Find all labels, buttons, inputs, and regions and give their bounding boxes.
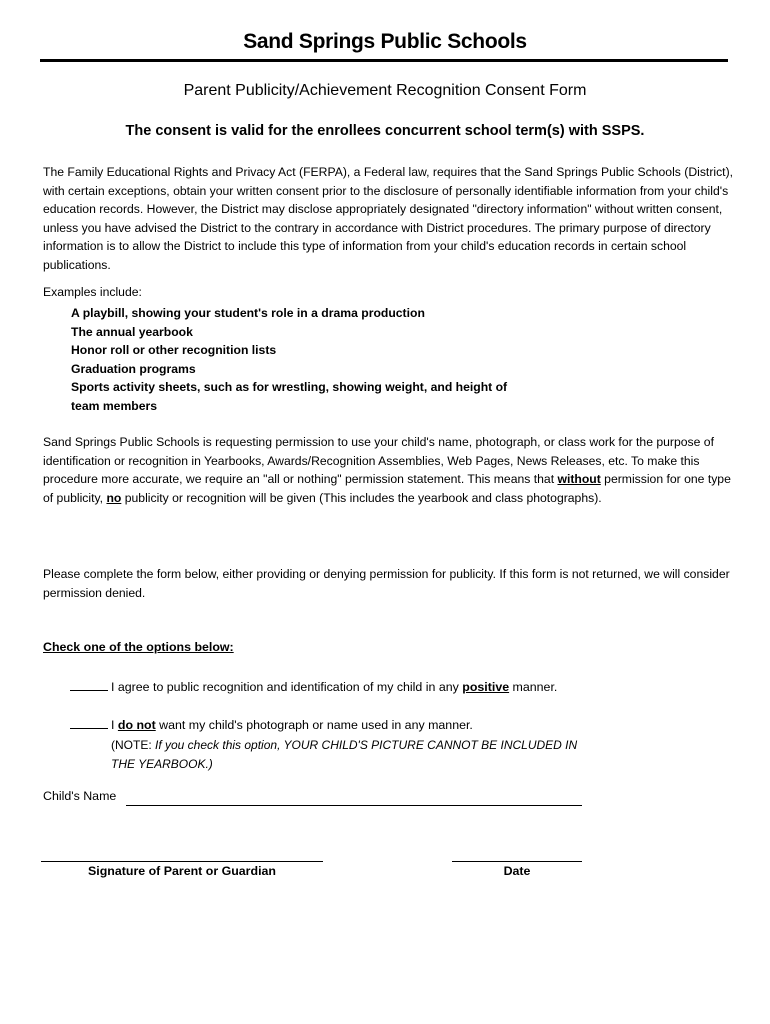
examples-list	[71, 304, 521, 416]
emphasis-no: no	[106, 490, 122, 505]
date-label: Date	[503, 864, 531, 878]
emphasis-without: without	[557, 472, 601, 487]
emphasis-positive: positive	[462, 680, 510, 694]
note-prefix: (NOTE:	[111, 738, 155, 752]
example-item: Sports activity sheets, such as for wrestling, showing weight, and height of	[71, 380, 508, 395]
option-agree-text: I agree to public recognition and identification of my child in any	[111, 680, 463, 694]
example-item: Graduation programs	[71, 361, 196, 376]
option-deny-text: I	[111, 718, 118, 732]
signature-label: Signature of Parent or Guardian	[88, 864, 276, 878]
option-agree-checkbox-blank[interactable]	[70, 678, 108, 691]
permission-paragraph	[43, 433, 733, 507]
consent-validity-line: The consent is valid for the enrollees concurrent school term(s) with SSPS.	[125, 123, 645, 139]
permission-text: permission for one type of publicity,	[43, 472, 731, 505]
options-heading: Check one of the options below:	[43, 640, 234, 654]
example-item: The annual yearbook	[71, 324, 193, 339]
option-agree	[70, 678, 557, 694]
signature-field[interactable]	[41, 861, 323, 862]
ferpa-paragraph: The Family Educational Rights and Privacy Act (FERPA), a Federal law, requires that the Sand Springs Public Schools (District), with certain exceptions, obtain your written consent prior to the disclosure of personally identifiable information from your child's education records. However, the District may disclose appropriately designated "directory information" without written consent, unless you have advised the District to the contrary in accordance with District procedures. The primary purpose of directory information is to allow the District to include this type of information from your child's education records in certain school publications.	[43, 165, 734, 272]
emphasis-do-not: do not	[117, 718, 156, 732]
option-agree-text: manner.	[509, 680, 558, 694]
option-deny	[70, 716, 473, 732]
child-name-label: Child's Name	[43, 789, 117, 803]
example-item: Honor roll or other recognition lists	[71, 343, 277, 358]
note-text: If you check this option, YOUR CHILD'S PICTURE CANNOT BE INCLUDED IN THE YEARBOOK.)	[111, 738, 578, 771]
examples-label: Examples include:	[43, 285, 142, 299]
option-deny-text: want my child's photograph or name used in any manner.	[155, 718, 473, 732]
date-field[interactable]	[452, 861, 582, 862]
permission-text: Sand Springs Public Schools is requesting permission to use your child's name, photograph, or class work for the purpose of identification or recognition in Yearbooks, Awards/Recognition Assemblies, Web Pages, News Releases, etc. To make this procedure more accurate, we require an "all or nothing" permission statement. This means that	[43, 435, 714, 487]
title-divider	[40, 59, 728, 62]
example-item: A playbill, showing your student's role in a drama production	[71, 306, 425, 320]
option-deny-note	[111, 736, 591, 774]
complete-form-paragraph: Please complete the form below, either providing or denying permission for publicity. If this form is not returned, we will consider permission denied.	[43, 567, 730, 600]
example-item: team members	[71, 398, 158, 413]
form-subtitle: Parent Publicity/Achievement Recognition Consent Form	[183, 82, 587, 99]
option-deny-checkbox-blank[interactable]	[70, 716, 108, 729]
child-name-field[interactable]	[126, 805, 582, 806]
permission-text: publicity or recognition will be given (This includes the yearbook and class photographs).	[121, 490, 602, 505]
page-title: Sand Springs Public Schools	[243, 30, 527, 53]
